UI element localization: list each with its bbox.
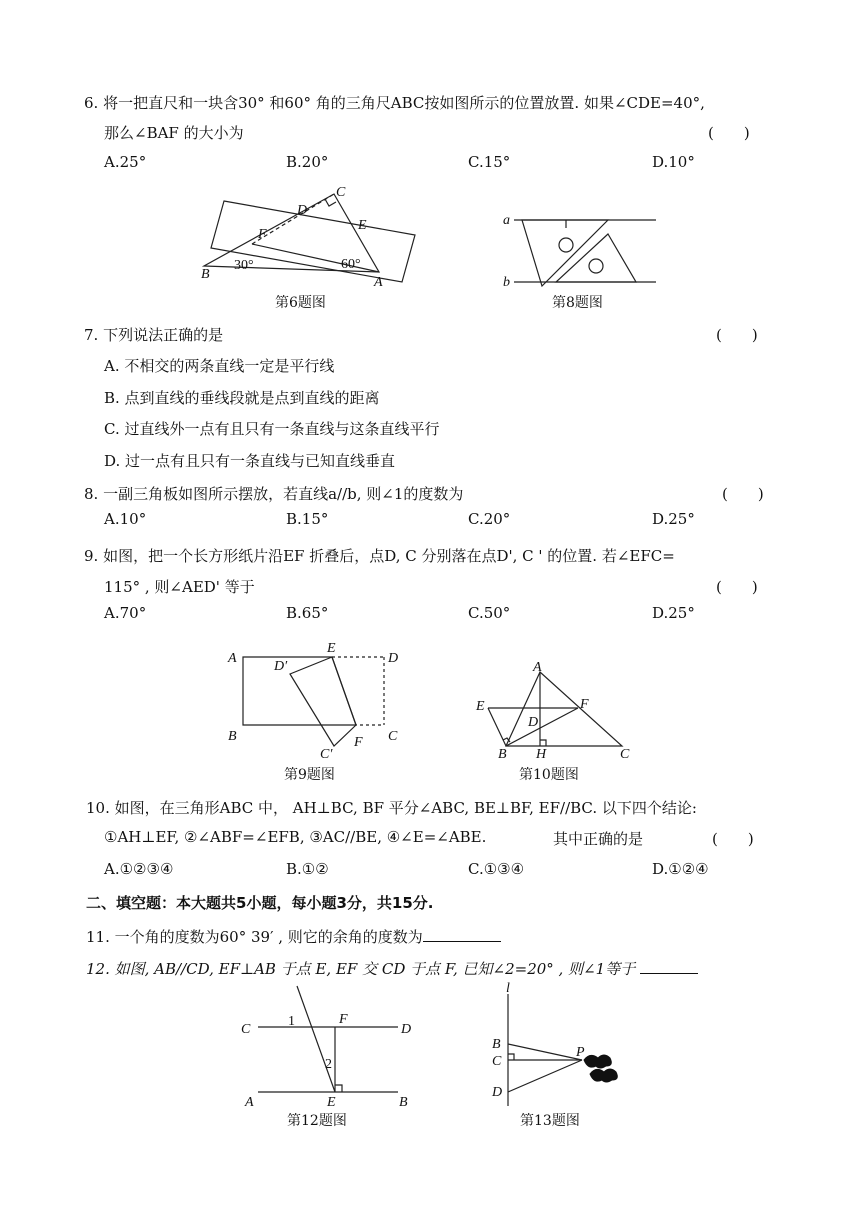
label-b: b (503, 275, 510, 290)
q8-option-c: C.20° (468, 510, 511, 528)
q8-stem: 8. 一副三角板如图所示摆放，若直线a//b, 则∠1的度数为 (84, 485, 464, 503)
label-c: C (241, 1022, 251, 1037)
label-a: A (228, 651, 237, 666)
figure-13-caption: 第13题图 (520, 1113, 580, 1129)
q8-answer-paren: ( ) (722, 485, 764, 503)
footprint-icon-2 (590, 1069, 617, 1082)
label-p: P (576, 1045, 585, 1060)
q8-option-d: D.25° (652, 510, 695, 528)
q10-option-a: A.①②③④ (104, 860, 174, 878)
right-angle-h (540, 740, 546, 746)
footprint-icon-1 (584, 1055, 611, 1068)
q8-option-a: A.10° (104, 510, 147, 528)
label-b: B (492, 1037, 501, 1052)
label-d-prime: D′ (274, 659, 288, 674)
q6-stem-line1: 6. 将一把直尺和一块含30° 和60° 角的三角尺ABC按如图所示的位置放置. 如果∠CDE=40°, (84, 94, 705, 112)
label-a: a (503, 213, 510, 228)
figure-8 (500, 206, 660, 290)
q9-option-b: B.65° (286, 604, 329, 622)
label-c-prime: C′ (320, 747, 333, 762)
triangle-board-2 (556, 234, 636, 282)
q9-stem-line1: 9. 如图，把一个长方形纸片沿EF 折叠后，点D, C 分别落在点D', C ' 的位置. 若∠EFC= (84, 547, 675, 565)
right-angle-e (335, 1085, 342, 1092)
q10-answer-paren: ( ) (712, 830, 754, 848)
q11-stem (86, 926, 501, 947)
figure-12 (238, 982, 418, 1112)
q7-option-b: B. 点到直线的垂线段就是点到直线的距离 (104, 389, 380, 407)
angle-60-label: 60° (341, 257, 361, 272)
section-2-heading: 二、填空题：本大题共5小题，每小题3分，共15分. (86, 894, 434, 912)
q9-answer-paren: ( ) (716, 578, 758, 596)
figure-9 (224, 640, 404, 764)
q6-answer-paren: ( ) (708, 124, 750, 142)
folded-part (290, 657, 356, 746)
label-d: D (401, 1022, 412, 1037)
q12-answer-blank[interactable] (640, 959, 698, 974)
q6-option-b: B.20° (286, 153, 329, 171)
q10-option-c: C.①③④ (468, 860, 525, 878)
figure-13 (484, 982, 634, 1110)
label-d: D (528, 715, 539, 730)
triangle-board-1 (522, 220, 608, 286)
label-e: E (327, 1095, 336, 1110)
q9-option-c: C.50° (468, 604, 511, 622)
angle-1-label: 1 (288, 1014, 295, 1029)
label-c: C (336, 185, 346, 200)
right-angle-c (508, 1054, 514, 1060)
q7-stem: 7. 下列说法正确的是 (84, 326, 224, 344)
label-l: l (506, 981, 510, 996)
figure-10-caption: 第10题图 (519, 767, 579, 783)
q7-answer-paren: ( ) (716, 326, 758, 344)
label-c: C (492, 1054, 502, 1069)
angle-2-label: 2 (325, 1057, 332, 1072)
transversal (297, 986, 335, 1092)
segment-pd (508, 1060, 582, 1092)
label-e: E (327, 641, 336, 656)
right-angle-mark-c (325, 199, 336, 206)
label-d: D (297, 203, 308, 218)
q10-option-d: D.①②④ (652, 860, 709, 878)
segment-pb (508, 1044, 582, 1060)
label-e: E (358, 218, 367, 233)
label-f: F (258, 227, 267, 242)
hole-2 (589, 259, 603, 273)
label-c: C (388, 729, 398, 744)
label-b: B (399, 1095, 408, 1110)
figure-6 (190, 180, 430, 290)
q10-option-b: B.①② (286, 860, 329, 878)
q6-option-a: A.25° (104, 153, 147, 171)
label-f: F (339, 1012, 348, 1027)
label-a: A (374, 275, 383, 290)
label-a: A (533, 660, 542, 675)
label-c: C (620, 747, 630, 762)
label-b: B (228, 729, 237, 744)
figure-12-caption: 第12题图 (287, 1113, 347, 1129)
label-e: E (476, 699, 485, 714)
q12-stem (86, 958, 698, 979)
label-h: H (536, 747, 547, 762)
q9-option-a: A.70° (104, 604, 147, 622)
label-b: B (201, 267, 210, 282)
label-d: D (492, 1085, 503, 1100)
label-d: D (388, 651, 399, 666)
q6-stem-line2: 那么∠BAF 的大小为 (104, 124, 244, 142)
figure-9-caption: 第9题图 (284, 767, 335, 783)
q10-stem-line1: 10. 如图，在三角形ABC 中， AH⊥BC, BF 平分∠ABC, BE⊥BF, EF//BC. 以下四个结论: (86, 799, 697, 817)
label-b: B (498, 747, 507, 762)
q11-stem-text: 11. 一个角的度数为60° 39′ , 则它的余角的度数为 (86, 928, 423, 946)
triangle-abc (506, 672, 622, 746)
figure-8-caption: 第8题图 (552, 295, 603, 311)
angle-30-label: 30° (234, 258, 254, 273)
rect-left-part (243, 657, 354, 725)
figure-10 (470, 658, 640, 762)
fold-line-ef (332, 657, 356, 725)
label-f: F (580, 697, 589, 712)
q9-stem-line2: 115° , 则∠AED' 等于 (104, 578, 255, 596)
q10-stem-line2b: 其中正确的是 (553, 830, 644, 848)
q6-option-d: D.10° (652, 153, 695, 171)
q6-option-c: C.15° (468, 153, 511, 171)
q8-option-b: B.15° (286, 510, 329, 528)
q10-stem-line2: ①AH⊥EF, ②∠ABF=∠EFB, ③AC//BE, ④∠E=∠ABE. (104, 828, 487, 846)
q7-option-a: A. 不相交的两条直线一定是平行线 (104, 357, 335, 375)
figure-6-caption: 第6题图 (275, 295, 326, 311)
hole-1 (559, 238, 573, 252)
q11-answer-blank[interactable] (423, 927, 501, 942)
q12-stem-text: 12. 如图, AB//CD, EF⊥AB 于点 E, EF 交 CD 于点 F, 已知∠2=20° , 则∠1等于 (86, 960, 636, 978)
q7-option-c: C. 过直线外一点有且只有一条直线与这条直线平行 (104, 420, 440, 438)
q7-option-d: D. 过一点有且只有一条直线与已知直线垂直 (104, 452, 396, 470)
label-a: A (245, 1095, 254, 1110)
label-f: F (354, 735, 363, 750)
q9-option-d: D.25° (652, 604, 695, 622)
